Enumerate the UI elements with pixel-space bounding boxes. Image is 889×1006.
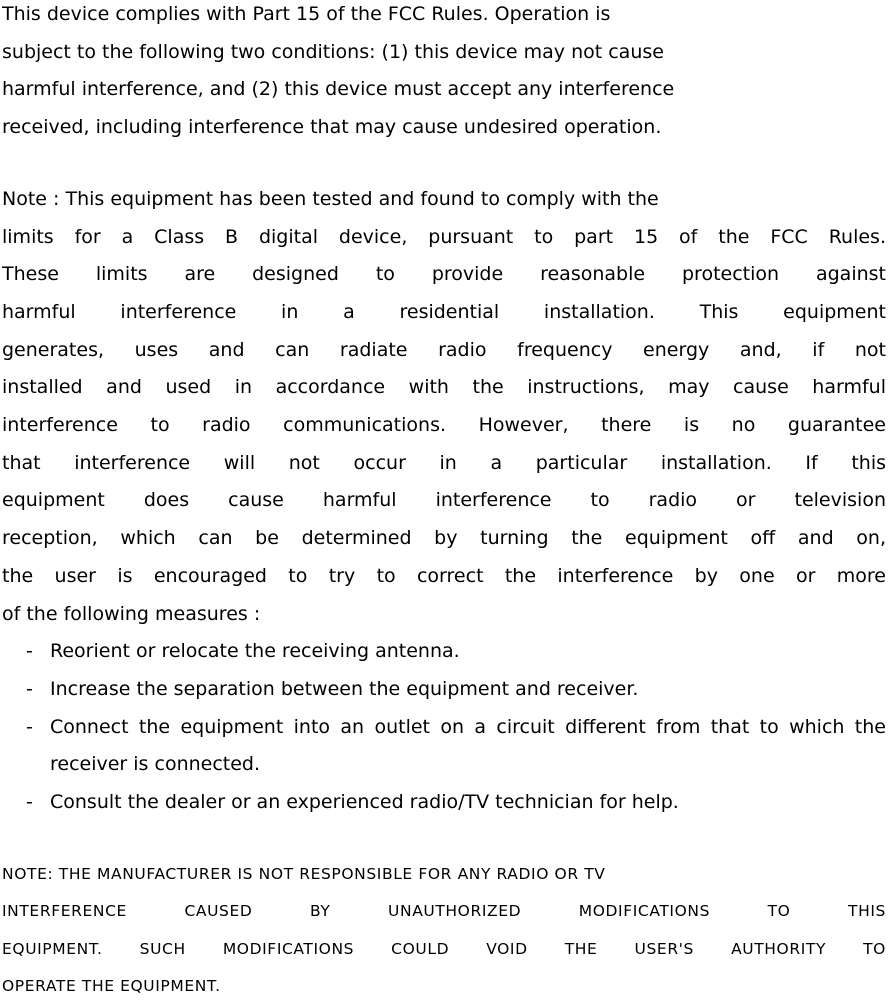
measure-text: Consult the dealer or an experienced radio/TV technician for help. [50, 791, 679, 814]
dash-bullet: - [26, 791, 33, 814]
note-line: reception, which can be determined by turning the equipment off and on, [2, 527, 886, 550]
note-line: installed and used in accordance with the instructions, may cause harmful [2, 376, 886, 399]
notice-line: INTERFERENCE CAUSED BY UNAUTHORIZED MODIFICATIONS TO THIS [2, 902, 886, 921]
note-line: These limits are designed to provide reasonable protection against [2, 263, 886, 286]
fcc-statement-line: This device complies with Part 15 of the FCC Rules. Operation is [2, 3, 611, 25]
note-paragraph [2, 181, 886, 822]
note-line: that interference will not occur in a particular installation. If this [2, 451, 886, 474]
list-item [2, 671, 886, 709]
note-line: generates, uses and can radiate radio frequency energy and, if not [2, 338, 886, 361]
note-line: limits for a Class B digital device, pursuant to part 15 of the FCC Rules. [2, 225, 886, 248]
note-line: Note : This equipment has been tested and found to comply with the [2, 187, 659, 210]
notice-line: OPERATE THE EQUIPMENT. [2, 977, 221, 996]
fcc-statement-line: harmful interference, and (2) this device must accept any interference [2, 78, 675, 101]
measures-list [2, 633, 886, 822]
list-item [2, 784, 886, 822]
notice-line: EQUIPMENT. SUCH MODIFICATIONS COULD VOID THE USER'S AUTHORITY TO [2, 939, 886, 958]
fcc-statement-line: subject to the following two conditions: (1) this device may not cause [2, 40, 664, 63]
note-line: harmful interference in a residential installation. This equipment [2, 300, 886, 323]
list-item [2, 709, 886, 784]
note-line: the user is encouraged to try to correct the interference by one or more [2, 564, 886, 587]
note-line: of the following measures : [2, 602, 261, 625]
fcc-statement-paragraph [2, 0, 886, 147]
dash-bullet: - [26, 677, 33, 700]
notice-line: NOTE: THE MANUFACTURER IS NOT RESPONSIBLE FOR ANY RADIO OR TV [2, 864, 606, 883]
measure-text: Increase the separation between the equipment and receiver. [50, 677, 639, 700]
dash-bullet: - [26, 640, 33, 663]
measure-text: Connect the equipment into an outlet on a circuit different from that to which the receiver is connected. [50, 715, 886, 776]
manufacturer-notice [2, 856, 886, 1006]
fcc-compliance-page [2, 0, 886, 1006]
measure-text: Reorient or relocate the receiving antenna. [50, 640, 460, 663]
fcc-statement-line: received, including interference that may cause undesired operation. [2, 116, 662, 139]
note-line: interference to radio communications. However, there is no guarantee [2, 414, 886, 437]
note-line: equipment does cause harmful interference to radio or television [2, 489, 886, 512]
list-item [2, 633, 886, 671]
dash-bullet: - [26, 715, 33, 738]
